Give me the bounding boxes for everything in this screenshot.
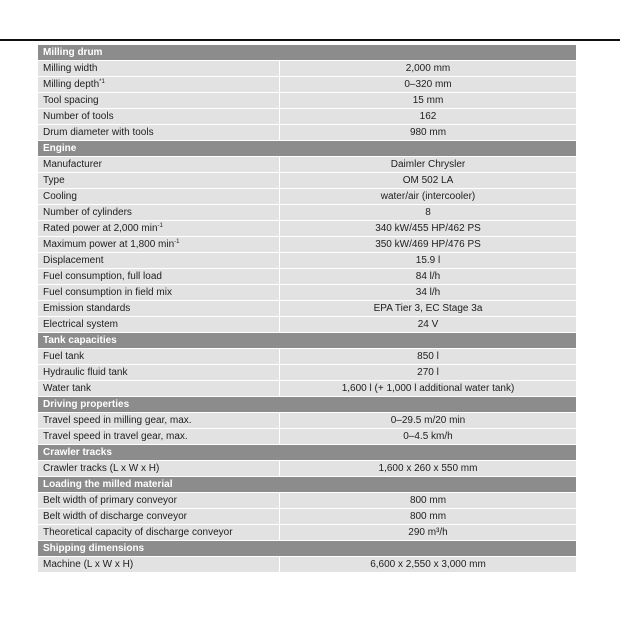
spec-label [38,253,279,268]
spec-label [38,125,279,140]
spec-label-text: Emission standards [43,303,131,314]
spec-value: 350 kW/469 HP/476 PS [375,239,481,250]
spec-label [38,285,279,300]
spec-row [38,77,576,92]
spec-label [38,317,279,332]
spec-value: EPA Tier 3, EC Stage 3a [373,303,483,314]
spec-label-text: Milling depth [43,79,100,90]
spec-row [38,509,576,524]
section-header: Shipping dimensions [38,541,576,556]
spec-value: 84 l/h [415,271,441,282]
spec-label [38,77,279,92]
spec-value: 1,600 l (+ 1,000 l additional water tank) [341,383,515,394]
spec-label-text: Theoretical capacity of discharge conveyor [43,527,233,538]
spec-label-text: Travel speed in travel gear, max. [43,431,188,442]
spec-label [38,461,279,476]
spec-value: OM 502 LA [402,175,454,186]
spec-row [38,109,576,124]
spec-label-superscript: *1 [99,79,105,85]
section-header: Tank capacities [38,333,576,348]
spec-label-text: Machine (L x W x H) [43,559,134,570]
spec-label [38,493,279,508]
spec-row [38,269,576,284]
spec-row [38,365,576,380]
spec-row [38,285,576,300]
section-header: Milling drum [38,45,576,60]
spec-label [38,221,279,236]
section-header: Engine [38,141,576,156]
spec-label-text: Manufacturer [43,159,102,170]
section-header: Driving properties [38,397,576,412]
spec-label [38,269,279,284]
spec-label-text: Fuel consumption in field mix [43,287,172,298]
spec-label [38,365,279,380]
spec-row [38,125,576,140]
spec-label-text: Hydraulic fluid tank [43,367,128,378]
spec-value: 980 mm [409,127,447,138]
spec-label-text: Fuel tank [43,351,85,362]
spec-label [38,173,279,188]
spec-label-text: Drum diameter with tools [43,127,154,138]
spec-row [38,301,576,316]
spec-row [38,157,576,172]
spec-row [38,461,576,476]
spec-row [38,237,576,252]
spec-value: Daimler Chrysler [390,159,466,170]
spec-table [38,44,576,572]
spec-label [38,93,279,108]
spec-label [38,509,279,524]
spec-label [38,205,279,220]
spec-value: 34 l/h [415,287,441,298]
spec-row [38,493,576,508]
spec-value: 270 l [417,367,439,378]
spec-value: 0–29.5 m/20 min [390,415,466,426]
spec-label [38,429,279,444]
spec-value: 850 l [417,351,439,362]
spec-label [38,157,279,172]
spec-label-text: Fuel consumption, full load [43,271,162,282]
spec-value: 1,600 x 260 x 550 mm [378,463,478,474]
section-header: Crawler tracks [38,445,576,460]
spec-label-text: Electrical system [43,319,119,330]
spec-label-text: Number of cylinders [43,207,132,218]
spec-row [38,349,576,364]
spec-label-superscript: -1 [174,239,180,245]
spec-label-superscript: -1 [157,223,163,229]
spec-row [38,221,576,236]
spec-label-text: Rated power at 2,000 min [43,223,158,234]
spec-value: 2,000 mm [405,63,451,74]
spec-label [38,61,279,76]
spec-label [38,525,279,540]
spec-label-text: Belt width of discharge conveyor [43,511,187,522]
spec-row [38,525,576,540]
spec-label [38,381,279,396]
spec-row [38,173,576,188]
top-rule [0,39,620,41]
spec-row [38,61,576,76]
spec-row [38,429,576,444]
spec-label-text: Travel speed in milling gear, max. [43,415,192,426]
spec-label-text: Crawler tracks (L x W x H) [43,463,160,474]
spec-value: 15 mm [412,95,444,106]
spec-value: 340 kW/455 HP/462 PS [375,223,481,234]
spec-label-text: Number of tools [43,111,114,122]
spec-value: 8 [425,207,431,218]
spec-label-text: Cooling [43,191,77,202]
spec-value: water/air (intercooler) [380,191,476,202]
spec-label-text: Tool spacing [43,95,99,106]
spec-label-text: Milling width [43,63,98,74]
section-header: Loading the milled material [38,477,576,492]
spec-row [38,189,576,204]
spec-label [38,301,279,316]
spec-label [38,349,279,364]
spec-label-text: Water tank [43,383,91,394]
spec-value: 290 m³/h [408,527,448,538]
spec-label [38,557,279,572]
spec-row [38,93,576,108]
spec-row [38,253,576,268]
spec-label-text: Belt width of primary conveyor [43,495,177,506]
spec-value: 800 mm [409,495,447,506]
spec-row [38,413,576,428]
spec-label-text: Maximum power at 1,800 min [43,239,175,250]
spec-value: 24 V [417,319,439,330]
spec-label-text: Displacement [43,255,104,266]
spec-value: 800 mm [409,511,447,522]
spec-row [38,381,576,396]
spec-label [38,109,279,124]
spec-row [38,557,576,572]
spec-label [38,237,279,252]
spec-label [38,413,279,428]
spec-row [38,205,576,220]
spec-value: 0–320 mm [404,79,452,90]
spec-row [38,317,576,332]
spec-value: 162 [419,111,437,122]
spec-value: 15.9 l [415,255,441,266]
spec-label [38,189,279,204]
spec-value: 0–4.5 km/h [403,431,453,442]
spec-label-text: Type [43,175,65,186]
spec-value: 6,600 x 2,550 x 3,000 mm [370,559,486,570]
